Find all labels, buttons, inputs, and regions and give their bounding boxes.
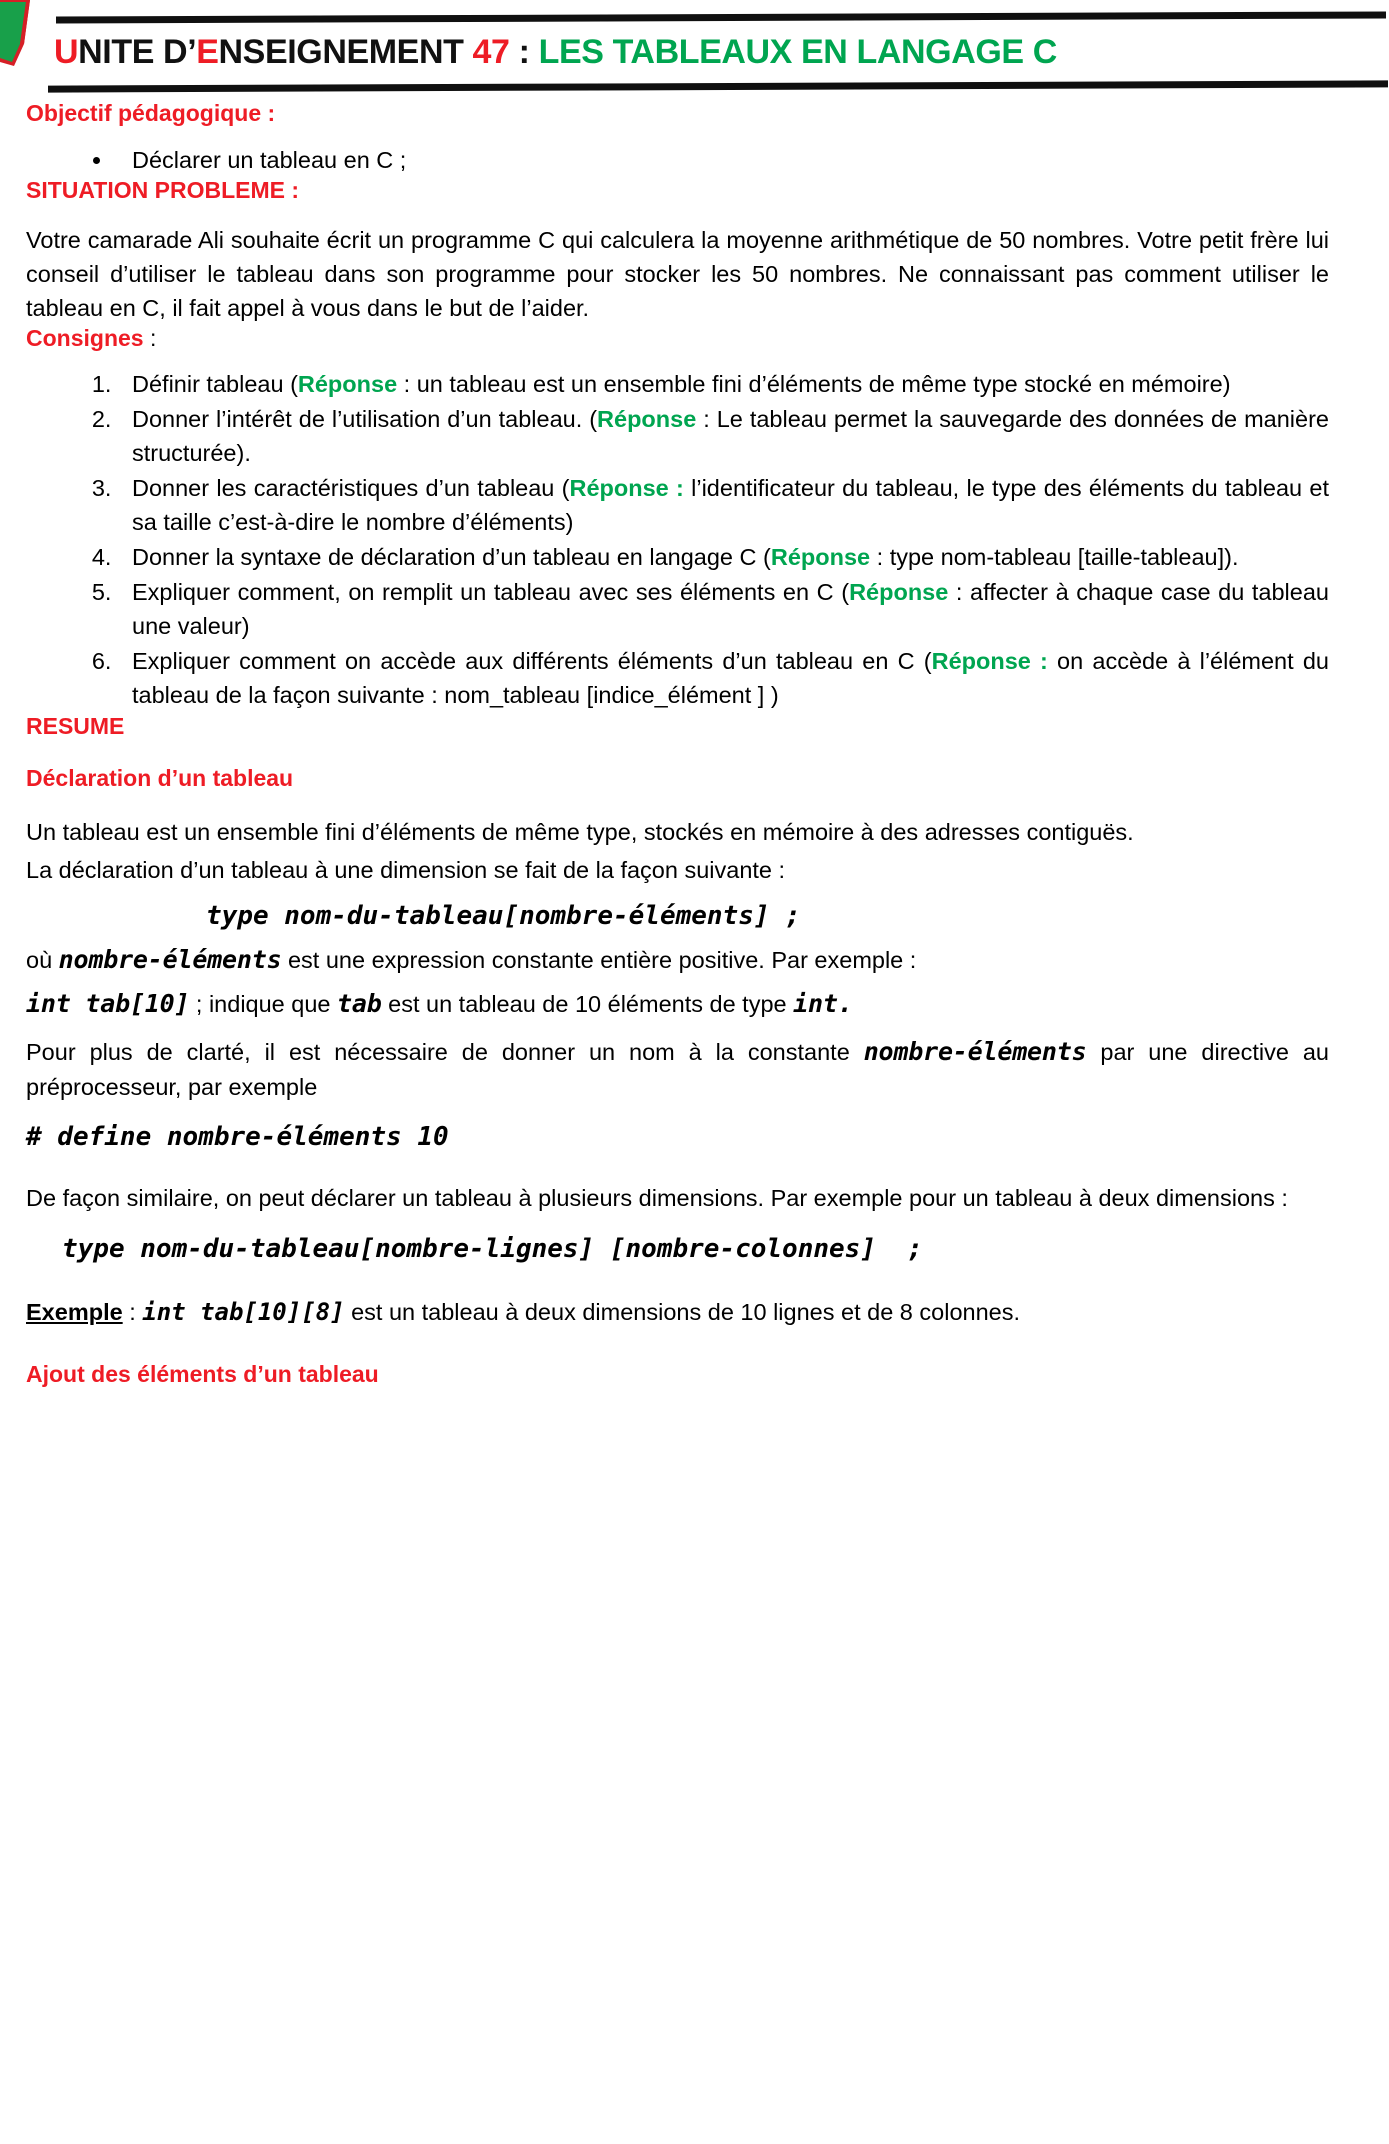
heading-objectif-pedagogique: Objectif pédagogique :	[26, 99, 276, 126]
consignes-colon: :	[143, 325, 157, 352]
list-item	[118, 644, 1329, 712]
title-number: 47	[472, 33, 510, 71]
page-title	[46, 21, 1329, 77]
example-code-3: int.	[793, 988, 853, 1018]
consignes-label: Consignes	[26, 325, 144, 352]
heading-situation-probleme: SITUATION PROBLEME :	[26, 177, 300, 204]
title-colon: :	[509, 33, 539, 71]
exemple-code: int tab[10][8]	[142, 1297, 345, 1326]
reponse-label: Réponse	[297, 370, 398, 397]
consigne-pre: Expliquer comment on accède aux différents éléments d’un tableau en C (	[132, 648, 932, 675]
reponse-label: Réponse	[770, 544, 871, 571]
where-post: est une expression constante entière positive. Par exemple :	[281, 946, 917, 973]
title-u: U	[54, 33, 79, 71]
code-define-directive: # define nombre-éléments 10	[26, 1122, 449, 1153]
where-code-token: nombre-éléments	[58, 944, 282, 974]
objectif-bullet-list	[26, 143, 1329, 177]
consigne-post: on accède à l’élément du tableau de la façon suivante : nom_tableau [indice_élément ] )	[132, 648, 1329, 709]
consigne-pre: Donner les caractéristiques d’un tableau (	[132, 474, 570, 501]
situation-probleme-text: Votre camarade Ali souhaite écrit un programme C qui calculera la moyenne arithmétique de 50 nombres. Votre petit frère lui conseil d’utiliser le tableau dans son programme pour stocker les 50 nombres. Ne connaissant pas comment utiliser le tableau en C, il fait appel à vous dans le but de l’aider.	[26, 226, 1329, 322]
heading-resume: RESUME	[26, 713, 125, 740]
title-nite-d: NITE D’	[78, 33, 197, 71]
reponse-label: Réponse	[597, 405, 697, 432]
list-item	[118, 402, 1329, 470]
list-item	[118, 471, 1329, 539]
example-code-2: tab	[337, 988, 382, 1018]
list-item: • Déclarer un tableau en C ;	[114, 143, 1329, 177]
heading-ajout-elements: Ajout des éléments d’un tableau	[26, 1361, 379, 1388]
heading-declaration-tableau: Déclaration d’un tableau	[26, 764, 294, 791]
consignes-list	[26, 367, 1329, 713]
consigne-post: : affecter à chaque case du tableau une valeur)	[132, 579, 1329, 640]
consigne-post: : type nom-tableau [taille-tableau]).	[870, 544, 1239, 571]
reponse-label: Réponse	[849, 579, 949, 606]
declaration-paragraph-2: La déclaration d’un tableau à une dimension se fait de la façon suivante :	[26, 856, 786, 883]
exemple-label: Exemple	[26, 1298, 123, 1325]
reponse-label: Réponse :	[931, 648, 1048, 675]
header-rule-bottom	[48, 80, 1388, 92]
consigne-post: : Le tableau permet la sauvegarde des données de manière structurée).	[132, 405, 1329, 466]
consigne-pre: Expliquer comment, on remplit un tableau avec ses éléments en C (	[132, 579, 850, 606]
clarity-post: par une directive au préprocesseur, par exemple	[26, 1039, 1329, 1101]
exemple-paragraph	[26, 1295, 1329, 1330]
consigne-pre: Donner l’intérêt de l’utilisation d’un tableau. (	[132, 405, 598, 432]
exemple-rest: est un tableau à deux dimensions de 10 lignes et de 8 colonnes.	[344, 1298, 1021, 1325]
list-item	[118, 367, 1329, 401]
title-e: E	[196, 33, 219, 71]
where-pre: où	[26, 946, 59, 973]
exemple-colon: :	[122, 1298, 143, 1325]
corner-ribbon-icon	[0, 0, 46, 78]
document-header	[46, 0, 1329, 90]
clarity-code-token: nombre-éléments	[863, 1037, 1087, 1067]
code-syntax-2d: type nom-du-tableau[nombre-lignes] [nombre-colonnes] ;	[62, 1233, 923, 1264]
where-nombre-elements-text	[26, 942, 1329, 978]
consigne-pre: Définir tableau (	[132, 370, 298, 397]
example-mid-1: ; indique que	[189, 990, 338, 1017]
clarity-pre: Pour plus de clarté, il est nécessaire de donner un nom à la constante	[26, 1039, 864, 1066]
clarity-paragraph	[26, 1034, 1329, 1104]
reponse-label: Réponse :	[569, 474, 684, 501]
consigne-post: l’identificateur du tableau, le type des éléments du tableau et sa taille c’est-à-dire le nombre d’éléments)	[132, 474, 1329, 535]
example-int-tab-text	[26, 986, 1329, 1022]
example-code-1: int tab[10]	[26, 988, 190, 1018]
list-item	[118, 575, 1329, 643]
consigne-post: : un tableau est un ensemble fini d’éléments de même type stocké en mémoire)	[397, 370, 1231, 397]
consigne-pre: Donner la syntaxe de déclaration d’un tableau en langage C (	[132, 544, 771, 571]
title-subject: LES TABLEAUX EN LANGAGE C	[538, 33, 1057, 71]
example-mid-2: est un tableau de 10 éléments de type	[381, 990, 794, 1017]
list-item	[118, 540, 1329, 574]
declaration-paragraph-1: Un tableau est un ensemble fini d’éléments de même type, stockés en mémoire à des adresses contiguës.	[26, 818, 1134, 845]
multidimension-paragraph: De façon similaire, on peut déclarer un tableau à plusieurs dimensions. Par exemple pour un tableau à deux dimensions :	[26, 1185, 1288, 1212]
code-syntax-1d: type nom-du-tableau[nombre-éléments] ;	[206, 900, 801, 931]
heading-consignes	[26, 325, 1329, 353]
title-nseignement: NSEIGNEMENT	[218, 33, 473, 71]
